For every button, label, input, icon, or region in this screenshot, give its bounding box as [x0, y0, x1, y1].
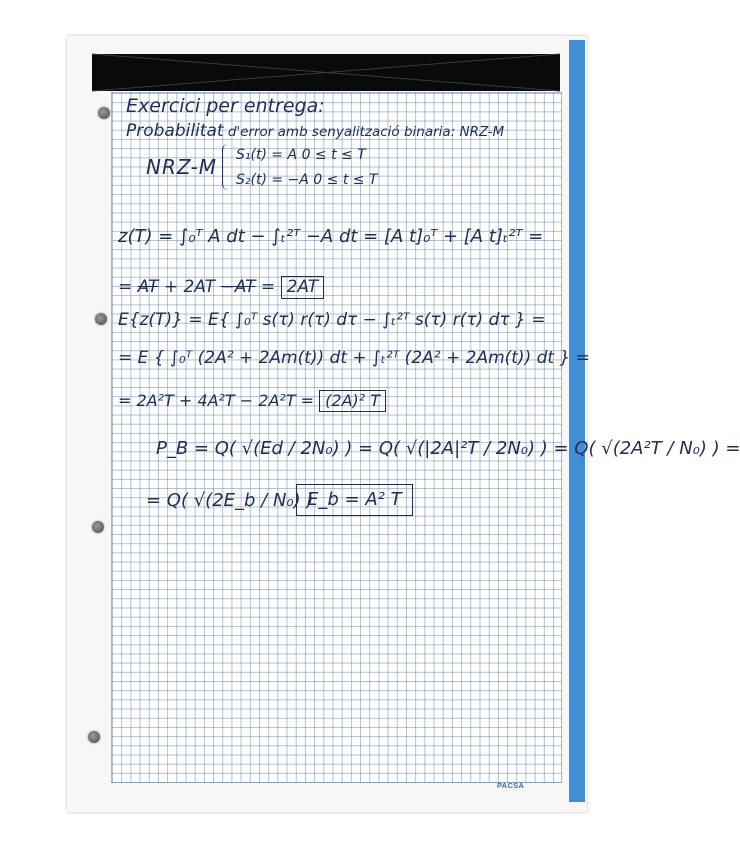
derivation-line-6: P_B = Q( √(Ed / 2N₀) ) = Q( √(|2A|²T / 2N₀) ) = Q( √(2A²T / N₀) ) =	[156, 438, 740, 459]
signal-case-1: S₁(t) = A 0 ≤ t ≤ T	[236, 147, 366, 163]
signal-case-2: S₂(t) = −A 0 ≤ t ≤ T	[236, 172, 378, 188]
derivation-line-1: z(T) = ∫₀ᵀ A dt − ∫ₜ²ᵀ −A dt = [A t]₀ᵀ + [A t]ₜ²ᵀ =	[118, 226, 544, 247]
redaction-bar	[92, 54, 560, 91]
line2-strike-2: −AT	[220, 277, 256, 297]
subheading-prefix: Probabilitat	[126, 121, 224, 141]
line2-strike-1: AT	[137, 277, 159, 297]
line2-part-b: + 2AT	[158, 277, 221, 297]
line2-result-box: 2AT	[281, 276, 325, 299]
derivation-line-3: E{z(T)} = E{ ∫₀ᵀ s(τ) r(τ) dτ − ∫ₜ²ᵀ s(τ) r(τ) dτ } =	[118, 310, 546, 330]
binder-hole	[92, 521, 104, 533]
redaction-cross	[92, 54, 560, 91]
line2-part-a: =	[118, 277, 138, 297]
page-subheading	[126, 123, 504, 140]
derivation-line-5	[118, 390, 386, 412]
line5-part-a: = 2A²T + 4A²T − 2A²T =	[118, 391, 320, 410]
binder-hole	[88, 731, 100, 743]
subheading-text: d'error amb senyalització binaria: NRZ-M	[227, 124, 505, 140]
binder-hole	[98, 107, 110, 119]
case-brace	[222, 144, 233, 190]
derivation-line-7: = Q( √(2E_b / N₀) )	[146, 490, 314, 511]
sheet-blue-edge	[569, 40, 585, 802]
line5-result-box: (2A)² T	[319, 390, 386, 412]
page-heading: Exercici per entrega:	[126, 95, 325, 117]
line2-part-c: =	[255, 277, 281, 297]
binder-hole	[95, 313, 107, 325]
brand-logo-text: PACSA	[497, 781, 525, 790]
energy-per-bit-box: E_b = A² T	[296, 484, 413, 516]
nrz-label: NRZ-M	[146, 155, 218, 179]
derivation-line-2	[118, 276, 324, 299]
derivation-line-4: = E { ∫₀ᵀ (2A² + 2Am(t)) dt + ∫ₜ²ᵀ (2A² + 2Am(t)) dt } =	[118, 348, 590, 368]
